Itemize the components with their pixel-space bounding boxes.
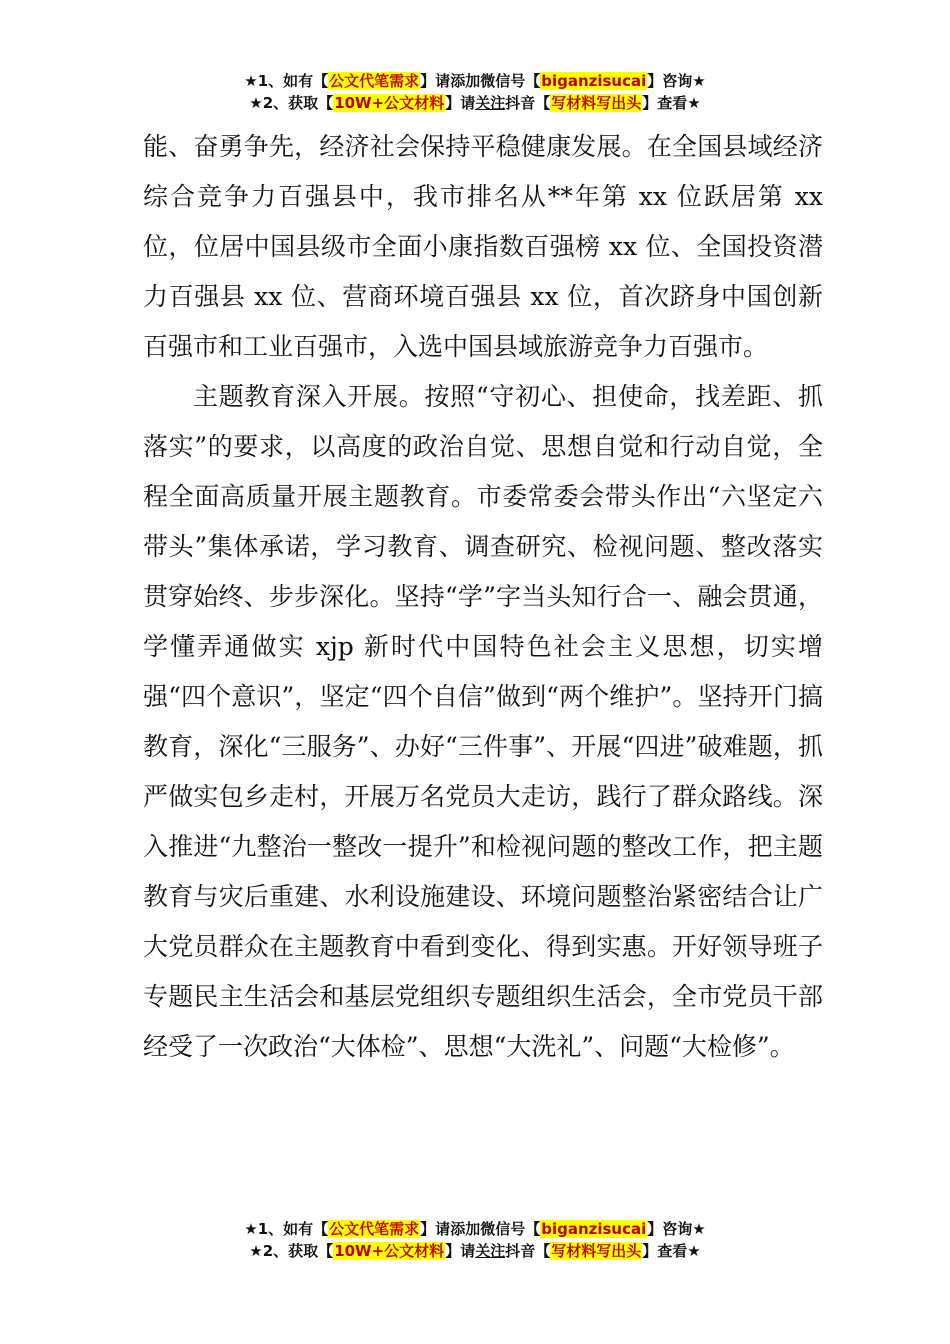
paragraph-theme-education: 主题教育深入开展。按照“守初心、担使命，找差距、抓落实”的要求，以高度的政治自觉、思想自觉和行动自觉，全程全面高质量开展主题教育。市委常委会带头作出“六坚定六带头”集体承诺，学习教育、调查研究、检视问题、整改落实贯穿始终、步步深化。坚持“学”字当头知行合一、融会贯通，学懂弄通做实 xjp 新时代中国特色社会主义思想，切实增强“四个意识”，坚定“四个自信”做到“两个维护”。坚持开门搞教育，深化“三服务”、办好“三件事”、开展“四进”破难题，抓严做实包乡走村，开展万名党员大走访，践行了群众路线。深入推进“九整治一整改一提升”和检视问题的整改工作，把主题教育与灾后重建、水利设施建设、环境问题整治紧密结合让广大党员群众在主题教育中看到变化、得到实惠。开好领导班子专题民主生活会和基层党组织专题组织生活会，全市党员干部经受了一次政治“大体检”、思想“大洗礼”、问题“大检修”。: [143, 382, 823, 1061]
douyin-account-highlight: 写材料写出头: [551, 1242, 642, 1260]
document-body: [143, 122, 823, 1072]
footer-ad-line-1: ★1、如有【公文代笔需求】请添加微信号【biganzisucai】咨询★: [244, 1220, 706, 1238]
paragraph-continued: 能、奋勇争先，经济社会保持平稳健康发展。在全国县域经济综合竞争力百强县中，我市排名从**年第 xx 位跃居第 xx 位，位居中国县级市全面小康指数百强榜 xx 位、全国投资潜力百强县 xx 位、营商环境百强县 xx 位，首次跻身中国创新百强市和工业百强市，入选中国县域旅游竞争力百强市。: [143, 132, 823, 361]
header-ad-highlight: 公文代笔需求: [329, 72, 420, 90]
header-ad-highlight: 10W+公文材料: [334, 94, 445, 112]
wechat-id-highlight: biganzisucai: [541, 72, 647, 90]
wechat-id-highlight: biganzisucai: [541, 1220, 647, 1238]
header-ad-line-2: ★2、获取【10W+公文材料】请关注抖音【写材料写出头】查看★: [249, 94, 701, 112]
footer-ad-highlight: 公文代笔需求: [329, 1220, 420, 1238]
header-ad-line-1: ★1、如有【公文代笔需求】请添加微信号【biganzisucai】咨询★: [244, 72, 706, 90]
douyin-account-highlight: 写材料写出头: [551, 94, 642, 112]
footer-ad-highlight: 10W+公文材料: [334, 1242, 445, 1260]
footer-ad-banner: [0, 1218, 950, 1262]
footer-ad-line-2: ★2、获取【10W+公文材料】请关注抖音【写材料写出头】查看★: [249, 1242, 701, 1260]
header-ad-banner: [0, 70, 950, 114]
